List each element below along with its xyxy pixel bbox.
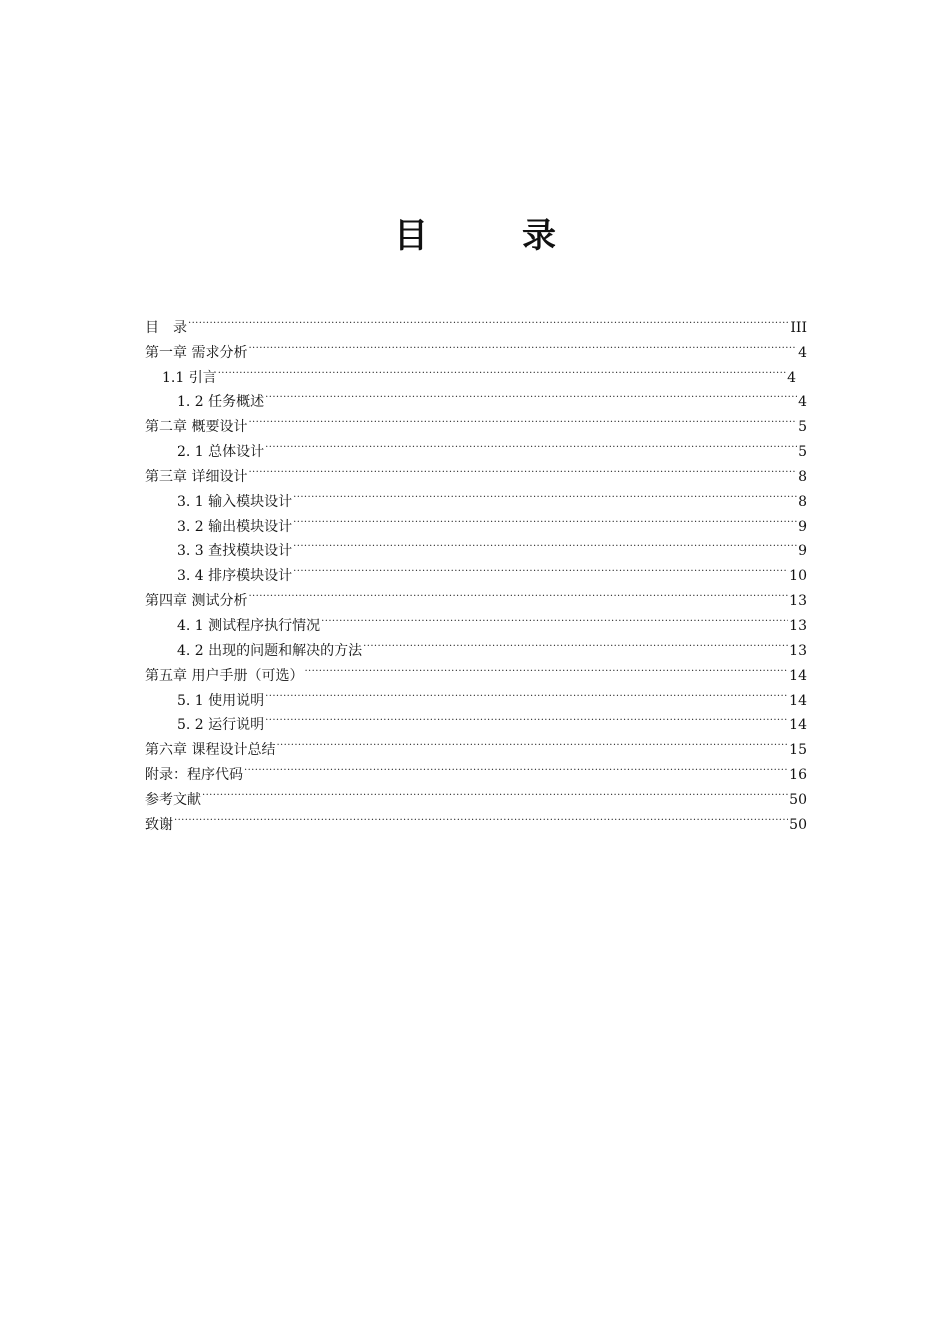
toc-entry-label: 4. 2 出现的问题和解决的方法 <box>177 642 363 659</box>
toc-entry-page: 14 <box>789 667 807 684</box>
toc-entry-label: 目 录 <box>145 319 187 336</box>
toc-entry-page: 5 <box>798 444 807 461</box>
toc-entry-page: 13 <box>789 617 807 634</box>
toc-leader-dots <box>248 456 797 481</box>
toc-entry-page: 14 <box>789 692 807 709</box>
toc-entry-page: 50 <box>789 816 807 833</box>
toc-leader-dots <box>202 779 788 804</box>
toc-entry[interactable] <box>145 779 807 808</box>
toc-entry-label: 第二章 概要设计 <box>145 419 248 436</box>
toc-entry-page: 50 <box>789 791 807 808</box>
toc-entry-page: 9 <box>798 518 807 535</box>
toc-leader-dots <box>293 555 788 580</box>
toc-entry-page: 4 <box>798 394 807 411</box>
toc-entry-label: 第一章 需求分析 <box>145 344 248 361</box>
toc-entry-page: 5 <box>798 419 807 436</box>
toc-entry-label: 附录：程序代码 <box>145 767 243 784</box>
toc-entry-page: III <box>790 319 807 336</box>
toc-entry-label: 4. 1 测试程序执行情况 <box>177 617 321 634</box>
toc-leader-dots <box>248 332 797 357</box>
toc-entry[interactable] <box>145 382 807 411</box>
toc-leader-dots <box>218 357 786 382</box>
toc-leader-dots <box>293 481 797 506</box>
toc-entry-label: 第四章 测试分析 <box>145 593 248 610</box>
toc-leader-dots <box>188 307 789 332</box>
toc-leader-dots <box>304 655 788 680</box>
page-title: 目 录 <box>394 216 586 256</box>
toc-leader-dots <box>244 754 788 779</box>
toc-entry-page: 15 <box>789 742 807 759</box>
toc-entry-label: 5. 1 使用说明 <box>177 692 265 709</box>
toc-leader-dots <box>265 680 788 705</box>
toc-entry-label: 3. 2 输出模块设计 <box>177 518 293 535</box>
toc-entry-label: 3. 3 查找模块设计 <box>177 543 293 560</box>
toc-entry[interactable] <box>145 307 807 336</box>
toc-entry-page: 4 <box>798 344 807 361</box>
toc-entry[interactable] <box>145 332 807 361</box>
toc-entry-label: 致谢 <box>145 816 173 833</box>
toc-entry-page: 8 <box>798 493 807 510</box>
toc-entry-page: 16 <box>789 767 807 784</box>
toc-leader-dots <box>293 531 797 556</box>
toc-entry-label: 参考文献 <box>145 791 201 808</box>
toc-leader-dots <box>174 804 788 829</box>
toc-entry-label: 3. 4 排序模块设计 <box>177 568 293 585</box>
toc-leader-dots <box>265 382 797 407</box>
toc-entry-page: 14 <box>789 717 807 734</box>
toc-entry-page: 10 <box>789 568 807 585</box>
toc-entry[interactable] <box>145 754 807 784</box>
toc-leader-dots <box>276 729 788 754</box>
toc-entry-label: 第五章 用户手册（可选） <box>145 667 304 684</box>
toc-entry-label: 第三章 详细设计 <box>145 468 248 485</box>
toc-entry-page: 13 <box>789 642 807 659</box>
toc-leader-dots <box>265 705 788 730</box>
toc-leader-dots <box>248 406 797 431</box>
toc-entry-page: 13 <box>789 593 807 610</box>
toc-entry-label: 1. 2 任务概述 <box>177 394 265 411</box>
toc-entry-label: 第六章 课程设计总结 <box>145 742 276 759</box>
toc-entry-label: 3. 1 输入模块设计 <box>177 493 293 510</box>
toc-entry-label: 1.1 引言 <box>162 369 217 386</box>
toc-entry-page: 4 <box>787 369 796 386</box>
toc-entry-label: 5. 2 运行说明 <box>177 717 265 734</box>
toc-leader-dots <box>265 431 797 456</box>
toc-leader-dots <box>293 506 797 531</box>
table-of-contents <box>145 307 807 833</box>
toc-leader-dots <box>363 630 788 655</box>
toc-entry[interactable] <box>145 804 807 833</box>
toc-entry-label: 2. 1 总体设计 <box>177 444 265 461</box>
toc-entry-page: 9 <box>798 543 807 560</box>
toc-entry[interactable] <box>145 357 796 386</box>
toc-leader-dots <box>321 605 788 630</box>
toc-leader-dots <box>248 580 788 605</box>
toc-entry-page: 8 <box>798 468 807 485</box>
